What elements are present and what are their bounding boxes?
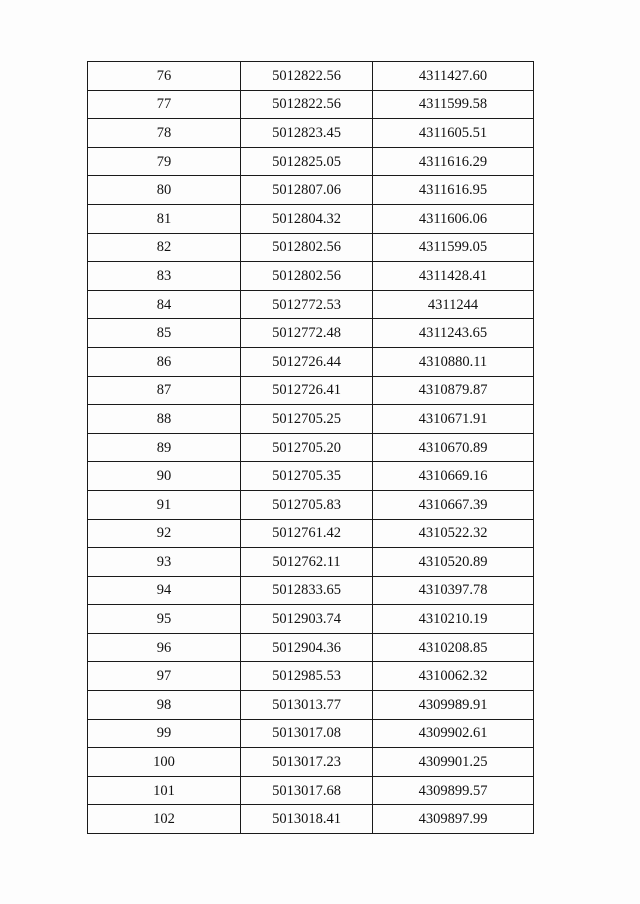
x-coordinate-cell: 5013018.41	[241, 805, 373, 834]
y-coordinate-cell: 4311243.65	[373, 319, 534, 348]
point-number-cell: 97	[88, 662, 241, 691]
table-row	[88, 490, 534, 519]
y-coordinate-cell: 4311606.06	[373, 204, 534, 233]
table-row	[88, 204, 534, 233]
y-coordinate-cell: 4310670.89	[373, 433, 534, 462]
point-number-cell: 102	[88, 805, 241, 834]
point-number-cell: 82	[88, 233, 241, 262]
x-coordinate-cell: 5012772.48	[241, 319, 373, 348]
x-coordinate-cell: 5012822.56	[241, 90, 373, 119]
point-number-cell: 94	[88, 576, 241, 605]
y-coordinate-cell: 4310671.91	[373, 405, 534, 434]
point-number-cell: 81	[88, 204, 241, 233]
point-number-cell: 83	[88, 262, 241, 291]
x-coordinate-cell: 5012904.36	[241, 633, 373, 662]
y-coordinate-cell: 4309989.91	[373, 691, 534, 720]
point-number-cell: 86	[88, 347, 241, 376]
y-coordinate-cell: 4310667.39	[373, 490, 534, 519]
table-row	[88, 691, 534, 720]
y-coordinate-cell: 4311599.05	[373, 233, 534, 262]
x-coordinate-cell: 5012761.42	[241, 519, 373, 548]
point-number-cell: 96	[88, 633, 241, 662]
x-coordinate-cell: 5012772.53	[241, 290, 373, 319]
x-coordinate-cell: 5013017.08	[241, 719, 373, 748]
table-row	[88, 176, 534, 205]
x-coordinate-cell: 5012762.11	[241, 548, 373, 577]
x-coordinate-cell: 5012705.20	[241, 433, 373, 462]
table-row	[88, 405, 534, 434]
y-coordinate-cell: 4309902.61	[373, 719, 534, 748]
point-number-cell: 93	[88, 548, 241, 577]
y-coordinate-cell: 4310210.19	[373, 605, 534, 634]
x-coordinate-cell: 5013013.77	[241, 691, 373, 720]
table-row	[88, 147, 534, 176]
table-row	[88, 62, 534, 91]
x-coordinate-cell: 5012726.44	[241, 347, 373, 376]
table-row	[88, 719, 534, 748]
point-number-cell: 84	[88, 290, 241, 319]
table-row	[88, 262, 534, 291]
coordinates-table	[87, 61, 534, 834]
table-row	[88, 776, 534, 805]
x-coordinate-cell: 5012705.35	[241, 462, 373, 491]
point-number-cell: 78	[88, 119, 241, 148]
x-coordinate-cell: 5012833.65	[241, 576, 373, 605]
point-number-cell: 100	[88, 748, 241, 777]
table-row	[88, 233, 534, 262]
point-number-cell: 80	[88, 176, 241, 205]
point-number-cell: 76	[88, 62, 241, 91]
point-number-cell: 87	[88, 376, 241, 405]
table-row	[88, 290, 534, 319]
table-row	[88, 748, 534, 777]
y-coordinate-cell: 4311427.60	[373, 62, 534, 91]
coordinates-table-body	[88, 62, 534, 834]
table-row	[88, 662, 534, 691]
y-coordinate-cell: 4310879.87	[373, 376, 534, 405]
x-coordinate-cell: 5012823.45	[241, 119, 373, 148]
x-coordinate-cell: 5013017.23	[241, 748, 373, 777]
x-coordinate-cell: 5012985.53	[241, 662, 373, 691]
table-row	[88, 548, 534, 577]
point-number-cell: 89	[88, 433, 241, 462]
table-row	[88, 462, 534, 491]
point-number-cell: 77	[88, 90, 241, 119]
y-coordinate-cell: 4310669.16	[373, 462, 534, 491]
table-row	[88, 347, 534, 376]
x-coordinate-cell: 5012726.41	[241, 376, 373, 405]
point-number-cell: 79	[88, 147, 241, 176]
point-number-cell: 99	[88, 719, 241, 748]
y-coordinate-cell: 4311616.29	[373, 147, 534, 176]
y-coordinate-cell: 4311599.58	[373, 90, 534, 119]
table-row	[88, 119, 534, 148]
table-row	[88, 433, 534, 462]
y-coordinate-cell: 4309899.57	[373, 776, 534, 805]
table-row	[88, 605, 534, 634]
x-coordinate-cell: 5012903.74	[241, 605, 373, 634]
y-coordinate-cell: 4311244	[373, 290, 534, 319]
x-coordinate-cell: 5012705.25	[241, 405, 373, 434]
point-number-cell: 90	[88, 462, 241, 491]
y-coordinate-cell: 4310062.32	[373, 662, 534, 691]
y-coordinate-cell: 4310880.11	[373, 347, 534, 376]
x-coordinate-cell: 5012802.56	[241, 233, 373, 262]
y-coordinate-cell: 4310397.78	[373, 576, 534, 605]
point-number-cell: 101	[88, 776, 241, 805]
point-number-cell: 92	[88, 519, 241, 548]
y-coordinate-cell: 4309901.25	[373, 748, 534, 777]
x-coordinate-cell: 5013017.68	[241, 776, 373, 805]
table-row	[88, 319, 534, 348]
table-row	[88, 633, 534, 662]
x-coordinate-cell: 5012804.32	[241, 204, 373, 233]
y-coordinate-cell: 4311616.95	[373, 176, 534, 205]
table-row	[88, 376, 534, 405]
table-row	[88, 805, 534, 834]
table-row	[88, 90, 534, 119]
point-number-cell: 91	[88, 490, 241, 519]
x-coordinate-cell: 5012825.05	[241, 147, 373, 176]
table-row	[88, 519, 534, 548]
y-coordinate-cell: 4309897.99	[373, 805, 534, 834]
x-coordinate-cell: 5012705.83	[241, 490, 373, 519]
point-number-cell: 88	[88, 405, 241, 434]
y-coordinate-cell: 4311428.41	[373, 262, 534, 291]
point-number-cell: 98	[88, 691, 241, 720]
x-coordinate-cell: 5012822.56	[241, 62, 373, 91]
point-number-cell: 95	[88, 605, 241, 634]
y-coordinate-cell: 4310522.32	[373, 519, 534, 548]
x-coordinate-cell: 5012807.06	[241, 176, 373, 205]
table-row	[88, 576, 534, 605]
y-coordinate-cell: 4310520.89	[373, 548, 534, 577]
point-number-cell: 85	[88, 319, 241, 348]
x-coordinate-cell: 5012802.56	[241, 262, 373, 291]
y-coordinate-cell: 4310208.85	[373, 633, 534, 662]
y-coordinate-cell: 4311605.51	[373, 119, 534, 148]
